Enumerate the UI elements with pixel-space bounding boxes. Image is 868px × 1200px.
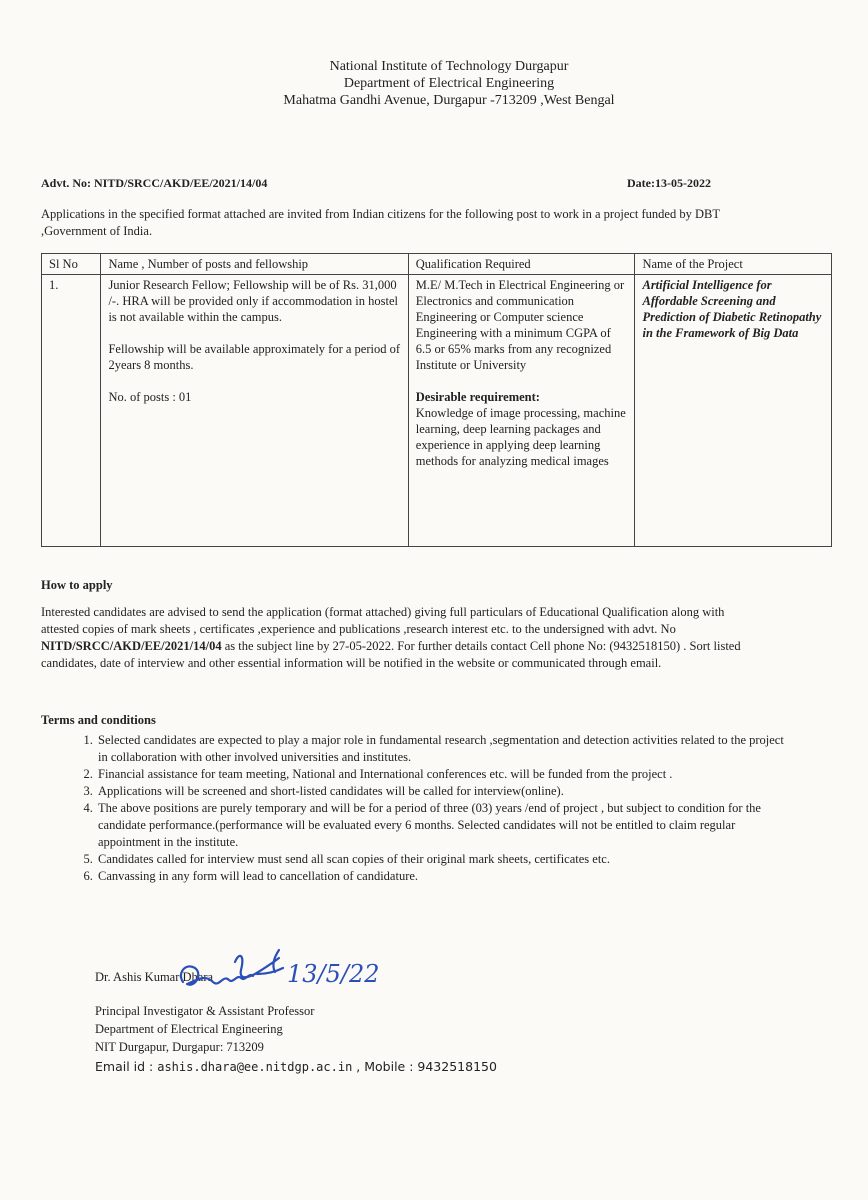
posts-count: No. of posts : 01 (108, 390, 192, 404)
signature-date: 13/5/22 (287, 960, 380, 988)
terms-list (58, 732, 786, 885)
list-item: 4. The above positions are purely temporary and will be for a period of three (03) years /end of project , but subject to condition for the candidate performance.(performance will be evaluated every 6 months. Selected candidates will not be entitled to claim regular appointment in the institute. (96, 800, 786, 851)
letterhead (0, 58, 868, 109)
desirable-title: Desirable requirement: (415, 390, 540, 404)
institute-name: National Institute of Technology Durgapur (329, 59, 569, 74)
duration-text: Fellowship will be available approximately for a period of 2years 8 months. (108, 342, 401, 372)
qualification-text: M.E/ M.Tech in Electrical Engineering or Electronics and communication Engineering or Computer science Engineering with a minimum CGPA of 6.5 or 65% marks from any recognized Institute or University (415, 278, 625, 372)
list-item: 5. Candidates called for interview must send all scan copies of their original mark sheets, certificates etc. (96, 851, 786, 868)
desirable-text: Knowledge of image processing, machine learning, deep learning packages and experience in applying deep learning methods for analyzing medical images (415, 406, 626, 468)
department-name: Department of Electrical Engineering (343, 76, 555, 91)
signatory-designation: Principal Investigator & Assistant Professor (95, 1004, 315, 1018)
list-item: 6. Canvassing in any form will lead to cancellation of candidature. (96, 868, 786, 885)
advertisement-info (41, 176, 711, 191)
mobile-label: , Mobile : (352, 1059, 418, 1074)
header-qualification: Qualification Required (408, 254, 635, 275)
email-label: Email id : (95, 1059, 158, 1074)
list-item: 2. Financial assistance for team meeting, National and International conferences etc. will be funded from the project . (96, 766, 786, 783)
cell-qualification (408, 275, 635, 547)
signatory-address: NIT Durgapur, Durgapur: 713209 (95, 1040, 264, 1054)
terms-heading: Terms and conditions (41, 713, 156, 727)
header-post-name: Name , Number of posts and fellowship (101, 254, 408, 275)
intro-paragraph: Applications in the specified format attached are invited from Indian citizens for the following post to work in a project funded by DBT ,Government of India. (41, 207, 720, 238)
handwritten-signature (175, 944, 415, 1004)
signatory-department: Department of Electrical Engineering (95, 1022, 283, 1036)
list-item: 3. Applications will be screened and short-listed candidates will be called for interview(online). (96, 783, 786, 800)
table-header-row (42, 254, 832, 275)
advertisement-number: Advt. No: NITD/SRCC/AKD/EE/2021/14/04 (41, 176, 268, 190)
mobile-number: 9432518150 (417, 1059, 497, 1074)
table-row (42, 275, 832, 547)
how-to-apply-heading: How to apply (41, 578, 113, 592)
how-to-apply-text-part: Interested candidates are advised to send the application (format attached) giving full particulars of Educational Qualification along with attested copies of mark sheets , certificates ,experience and publications ,research interest etc. to the undersigned with advt. No (41, 605, 725, 636)
fellowship-text: Junior Research Fellow; Fellowship will be of Rs. 31,000 /-. HRA will be provided only if accommodation in hostel is not available within the campus. (108, 278, 398, 324)
advertisement-date: Date:13-05-2022 (627, 176, 711, 190)
how-to-apply-text (41, 604, 751, 672)
cell-post-details (101, 275, 408, 547)
email-address: ashis.dhara@ee.nitdgp.ac.in (157, 1060, 353, 1074)
list-item: 1. Selected candidates are expected to play a major role in fundamental research ,segmentation and detection activities related to the project in collaboration with other involved universities and institutes. (96, 732, 786, 766)
cell-sl-no: 1. (42, 275, 101, 547)
cell-project-name: Artificial Intelligence for Affordable Screening and Prediction of Diabetic Retinopathy in the Framework of Big Data (635, 275, 832, 547)
contact-line (95, 1058, 695, 1076)
header-sl-no: Sl No (42, 254, 101, 275)
signatory-name: Dr. Ashis Kumar Dhara (95, 970, 214, 984)
how-to-apply-text-part: as the subject line by 27-05-2022. For further details contact Cell phone No: (9432518150) . Sort listed candidates, date of interview and other essential information will be notified in the website or communicated through email. (41, 639, 741, 670)
post-details-table (41, 253, 832, 547)
institute-address: Mahatma Gandhi Avenue, Durgapur -713209 ,West Bengal (283, 93, 615, 108)
header-project: Name of the Project (635, 254, 832, 275)
advertisement-number-bold: NITD/SRCC/AKD/EE/2021/14/04 (41, 639, 222, 653)
